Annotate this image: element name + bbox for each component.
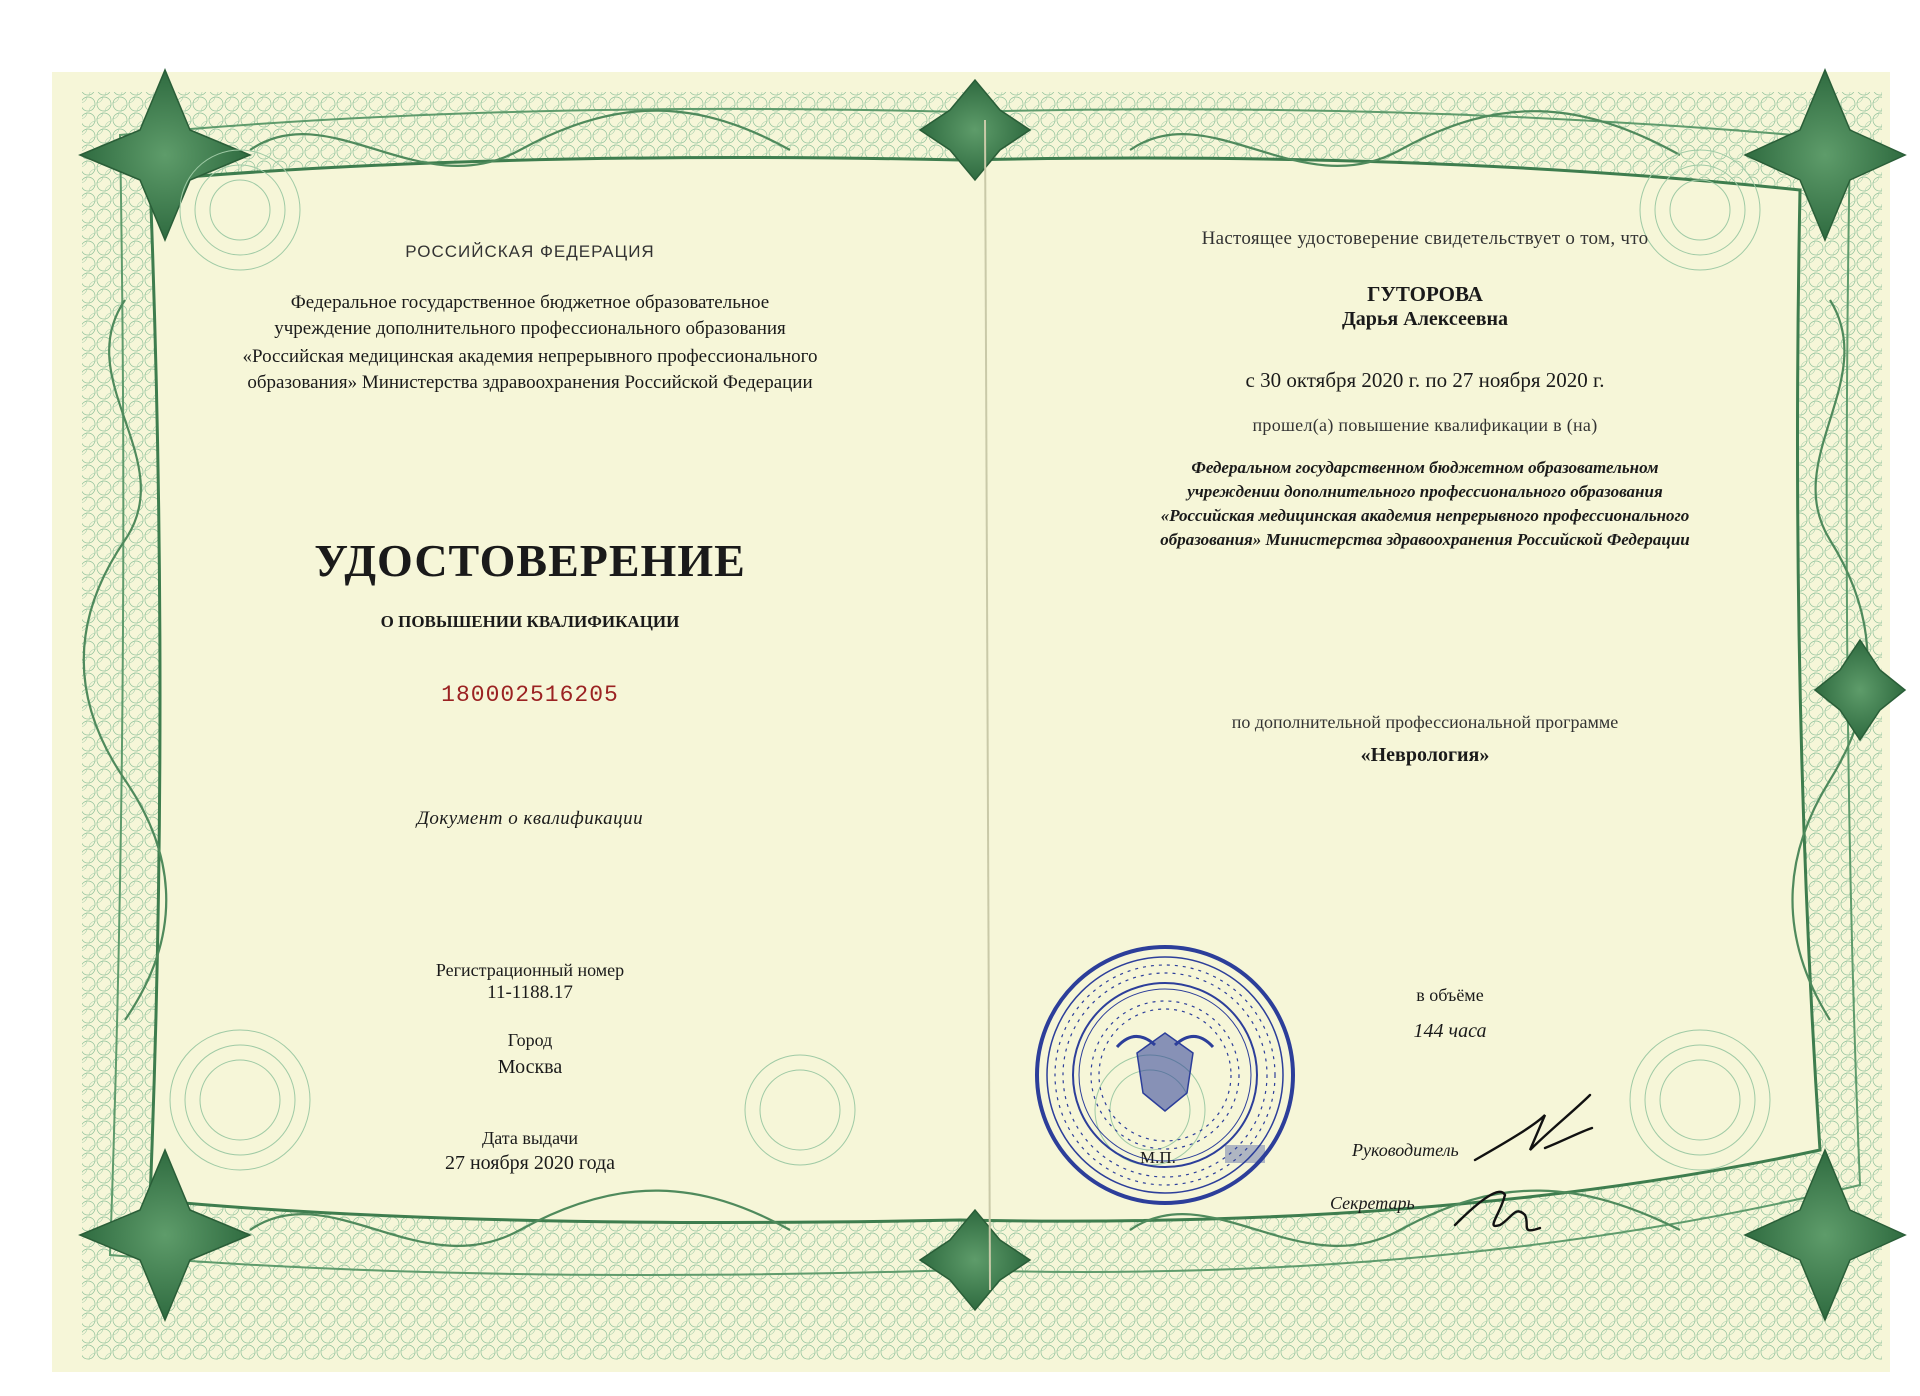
- document-type: Документ о квалификации: [416, 808, 644, 829]
- qualification-passed: прошел(а) повышение квалификации в (на): [1252, 415, 1598, 435]
- institution-line-3: «Российская медицинская академия непрерывного профессионального: [242, 346, 818, 367]
- issue-date-label: Дата выдачи: [481, 1128, 579, 1148]
- city-label: Город: [507, 1030, 553, 1050]
- right-institution-line-3: «Российская медицинская академия непрерывного профессионального: [1160, 506, 1690, 525]
- head-label: Руководитель: [1352, 1140, 1459, 1160]
- right-institution-line-2: учреждении дополнительного профессионального образования: [1187, 482, 1663, 501]
- certify-intro: Настоящее удостоверение свидетельствует о том, что: [1201, 228, 1649, 249]
- program-name: «Неврология»: [1360, 744, 1490, 766]
- holder-given-names: Дарья Алексеевна: [1341, 308, 1509, 330]
- training-period: с 30 октября 2020 г. по 27 ноября 2020 г.: [1245, 368, 1605, 392]
- program-label: по дополнительной профессиональной программе: [1231, 712, 1619, 732]
- city-value: Москва: [497, 1056, 563, 1078]
- document-title: УДОСТОВЕРЕНИЕ: [314, 535, 746, 586]
- document-subtitle: О ПОВЫШЕНИИ КВАЛИФИКАЦИИ: [380, 612, 680, 631]
- secretary-label: Секретарь: [1330, 1193, 1415, 1213]
- holder-surname: ГУТОРОВА: [1367, 282, 1483, 306]
- country-name: РОССИЙСКАЯ ФЕДЕРАЦИЯ: [405, 242, 655, 261]
- right-institution-line-1: Федеральном государственном бюджетном образовательном: [1191, 458, 1659, 477]
- registration-number: 11-1188.17: [487, 982, 573, 1003]
- institution-line-4: образования» Министерства здравоохранения Российской Федерации: [247, 372, 813, 393]
- institution-line-2: учреждение дополнительного профессионального образования: [274, 318, 786, 339]
- institution-line-1: Федеральное государственное бюджетное образовательное: [290, 292, 770, 313]
- stamp-mark: М.П.: [1140, 1148, 1176, 1167]
- issue-date: 27 ноября 2020 года: [444, 1152, 616, 1174]
- volume-label: в объёме: [1416, 985, 1484, 1005]
- registration-label: Регистрационный номер: [435, 960, 625, 980]
- serial-number: 180002516205: [441, 682, 619, 708]
- right-institution-line-4: образования» Министерства здравоохранения Российской Федерации: [1160, 530, 1690, 549]
- volume-value: 144 часа: [1413, 1020, 1487, 1042]
